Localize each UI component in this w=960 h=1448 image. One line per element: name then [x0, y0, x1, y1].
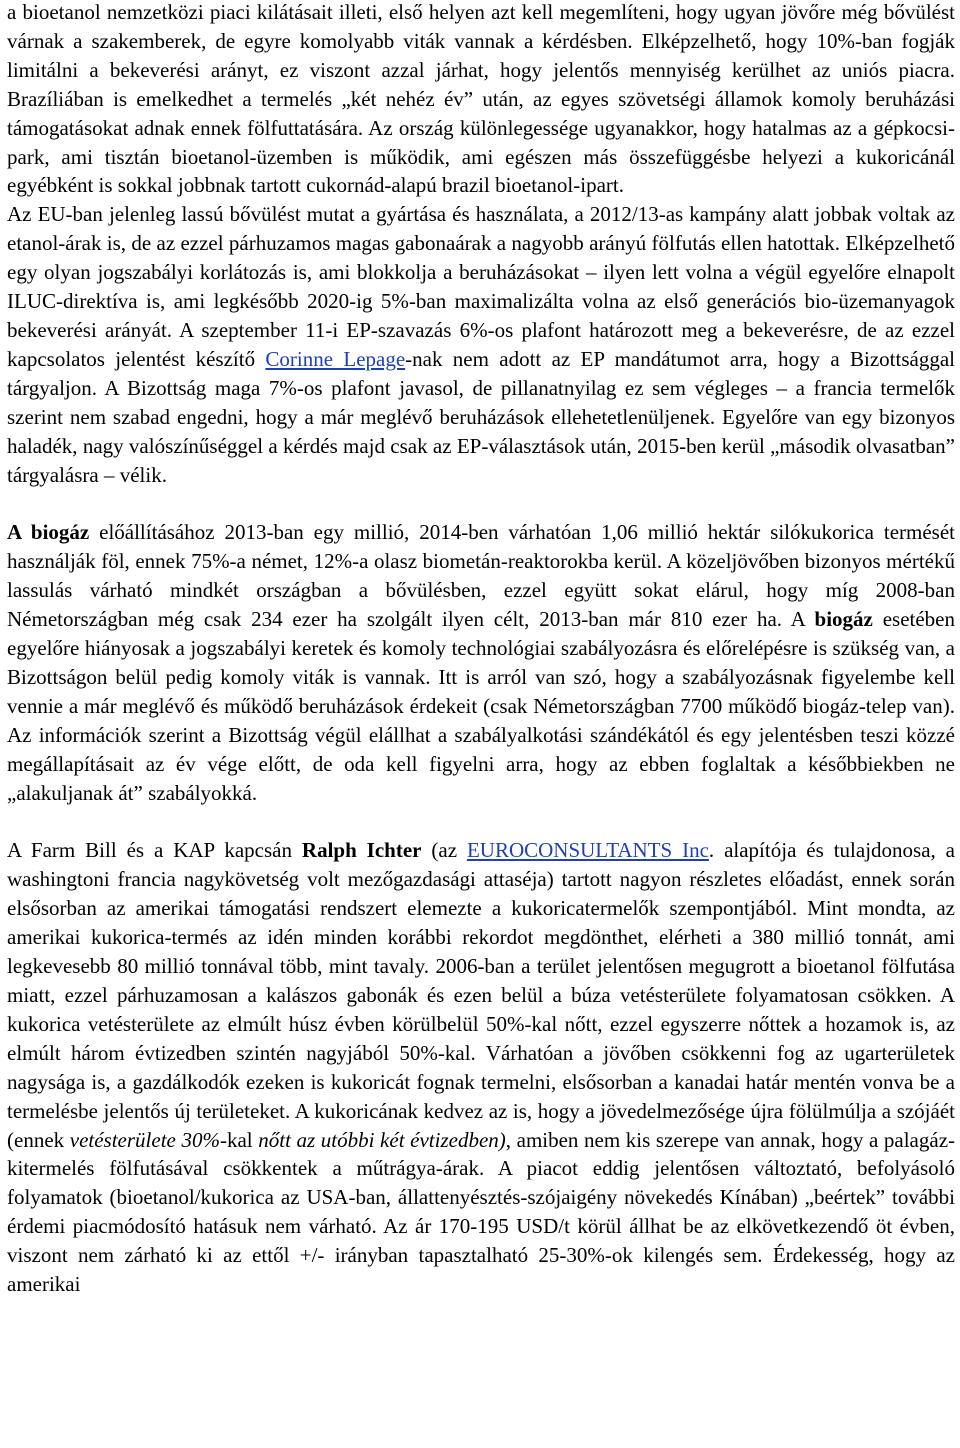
italic-text: nőtt az utóbbi két évtizedben) [258, 1127, 506, 1152]
paragraph-biogaz [7, 518, 955, 807]
paragraph-text: a bioetanol nemzetközi piaci kilátásait illeti, első helyen azt kell megemlíteni, hogy ugyan jövőre még bővülést várnak a szakemberek, de egyre komolyabb viták vannak a kérdésben. Elképzelhető, hogy 10%-ban fogják limitálni a bekeverési arányt, ez viszont azzal járhat, hogy jelentős mennyiség kerülhet az uniós piacra. Brazíliában is emelkedhet a termelés „két nehéz év” után, az egyes szövetségi államok komoly beruházási támogatásokat adnak ennek fölfuttatására. Az ország különlegessége ugyanakkor, hogy hatalmas az a gépkocsi-park, ami tisztán bioetanol-üzemben is működik, ami egészen más összefüggésbe helyezi a kukoricánál egyébként is sokkal jobbnak tartott cukornád-alapú brazil bioetanol-ipart. [7, 0, 955, 198]
paragraph-bioetanol [7, 0, 955, 200]
paragraph-text: -kal [219, 1127, 259, 1152]
paragraph-gap [7, 807, 955, 836]
bold-text: Ralph Ichter [301, 838, 422, 863]
hyperlink[interactable]: Corinne Lepage [265, 346, 406, 371]
paragraph-gap [7, 489, 955, 518]
paragraph-text: előállításához 2013-ban egy millió, 2014-ben várhatóan 1,06 millió hektár silókukorica termését használják föl, ennek 75%-a német, 12%-a olasz biometán-reaktorokba kerül. A közeljövőben bizonyos mértékű lassulás várható mindkét országban a bővülésben, ezzel együtt sokat elárul, hogy míg 2008-ban Németországban még csak 234 ezer ha szolgált ilyen célt, 2013-ban már 810 ezer ha. A [7, 520, 955, 632]
bold-text: A biogáz [7, 520, 90, 545]
bold-text: biogáz [814, 607, 873, 632]
paragraph-text: Az EU-ban jelenleg lassú bővülést mutat a gyártása és használata, a 2012/13-as kampány alatt jobbak voltak az etanol-árak is, de az ezzel párhuzamos magas gabonaárak a nagyobb arányú fölfutás ellen hatottak. Elképzelhető egy olyan jogszabályi korlátozás is, ami blokkolja a beruházásokat – ilyen lett volna a végül egyelőre elnapolt ILUC-direktíva is, ami legkésőbb 2020-ig 5%-ban maximalizálta volna az első generációs bio-üzemanyagok bekeverési arányát. A szeptember 11-i EP-szavazás 6%-os plafont határozott meg a bekeverésre, de az ezzel kapcsolatos jelentést készítő [7, 202, 955, 371]
document-page [7, 0, 955, 1299]
italic-text: vetésterülete 30% [69, 1127, 220, 1152]
paragraph-eu [7, 200, 955, 489]
paragraph-text: -nak nem adott az EP mandátumot arra, hogy a Bizottsággal tárgyaljon. A Bizottság maga 7%-os plafont javasol, de pillanatnyilag ez sem végleges – a francia termelők szerint nem szabad engedni, hogy a már meglévő beruházások ellehetetlenüljenek. Egyelőre van egy bizonyos haladék, nagy valószínűséggel a kérdés majd csak az EP-választások után, 2015-ben kerül „második olvasatban” tárgyalásra – vélik. [7, 346, 955, 487]
paragraph-text: esetében egyelőre hiányosak a jogszabályi keretek és komoly technológiai szabályozásra és előrelépésre is szükség van, a Bizottságon belül pedig komoly viták is vannak. Itt is arról van szó, hogy a szabályozásnak figyelembe kell vennie a már meglévő és működő beruházások érdekeit (csak Németországban 7700 működő biogáz-telep van). Az információk szerint a Bizottság végül elállhat a szabályalkotási szándékától és egy jelentésben teszi közzé megállapításait az év vége előtt, de oda kell figyelni arra, hogy az ebben foglaltak a későbbiekben ne „alakuljanak át” szabályokká. [7, 607, 955, 805]
paragraph-text: . alapítója és tulajdonosa, a washingtoni francia nagykövetség volt mezőgazdasági attaséja) tartott nagyon részletes előadást, ennek során elsősorban az amerikai támogatási rendszert elemezte a kukoricatermelők szempontjából. Mint mondta, az amerikai kukorica-termés az idén minden korábbi rekordot megdönthet, elérheti a 380 millió tonnát, ami legkevesebb 80 millió tonnával több, mint tavaly. 2006-ban a terület jelentősen megugrott a bioetanol fölfutása miatt, ezzel párhuzamosan a kalászos gabonák és ezen belül a búza vetésterülete folyamatosan csökken. A kukorica vetésterülete az elmúlt húsz évben körülbelül 50%-kal nőtt, ezzel egyszerre nőttek a hozamok is, az elmúlt három évtizedben szintén nagyjából 50%-kal. Várhatóan a jövőben csökkenni fog az ugarterületek nagysága is, a gazdálkodók ezeken is kukoricát fognak termelni, elsősorban a kanadai határ mentén vonva be a termelésbe jelentős új területeket. A kukoricának kedvez az is, hogy a jövedelmezősége újra fölülmúlja a szójáét (ennek [7, 838, 955, 1152]
paragraph-text: (az [421, 838, 467, 863]
paragraph-text: A Farm Bill és a KAP kapcsán [7, 838, 302, 863]
paragraph-farmbill [7, 836, 955, 1299]
hyperlink[interactable]: EUROCONSULTANTS Inc [466, 838, 709, 863]
paragraph-text: , amiben nem kis szerepe van annak, hogy a palagáz-kitermelés fölfutásával csökkentek a műtrágya-árak. A piacot eddig jelentősen változtató, befolyásoló folyamatok (bioetanol/kukorica az USA-ban, állattenyésztés-szójaigény növekedés Kínában) „beértek” további érdemi piacmódosító hatásuk nem várható. Az ár 170-195 USD/t körül állhat be az elkövetkezendő öt évben, viszont nem zárható ki az ettől +/- irányban tapasztalható 25-30%-ok kilengés sem. Érdekesség, hogy az amerikai [7, 1127, 956, 1297]
